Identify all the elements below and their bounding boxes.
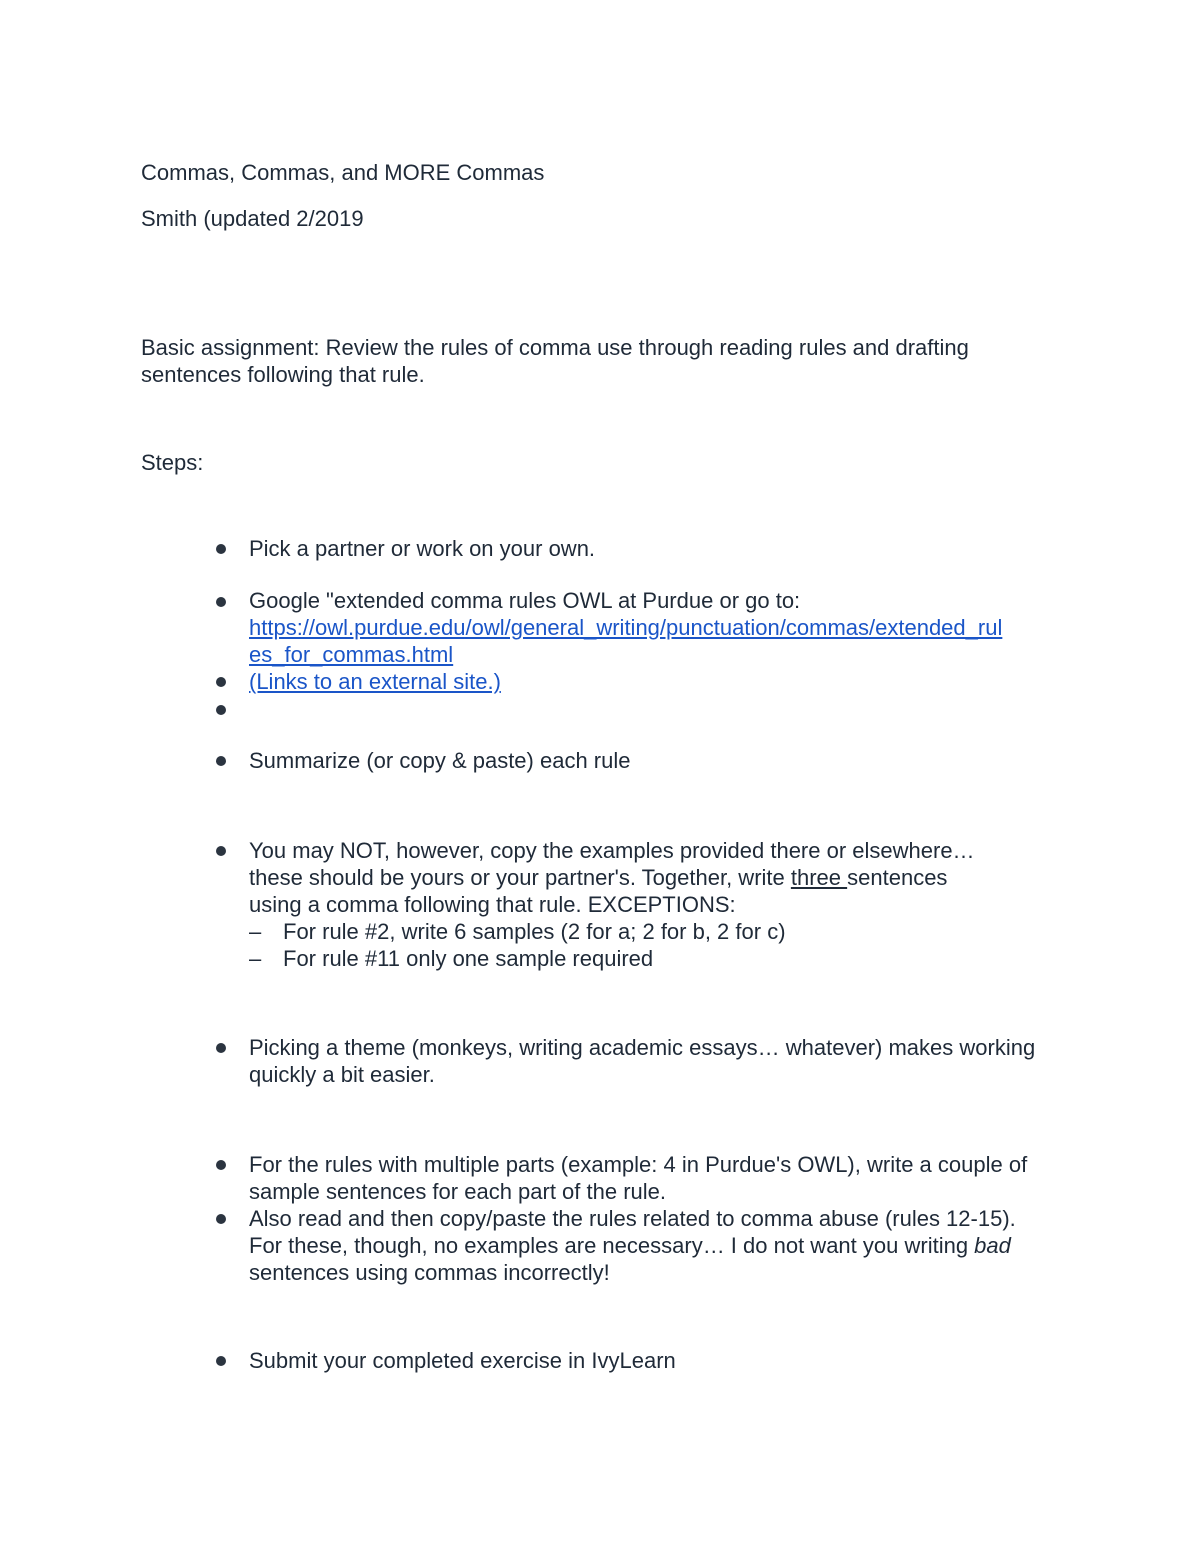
external-site-link[interactable]: (Links to an external site.) <box>249 669 501 694</box>
list-item-examples: You may NOT, however, copy the examples provided there or elsewhere… these should be yours or your partner's. Together, write three sentences using a comma following that rule. EXCEPTIONS: – For rule #2, write 6 samples (2 for a; 2 for b, 2 for c) – For rule #11 only one sample required <box>249 837 1069 972</box>
list-item-google <box>249 587 1069 668</box>
bullet-icon <box>216 756 226 766</box>
document-title: Commas, Commas, and MORE Commas <box>141 160 545 185</box>
byline: Smith (updated 2/2019 <box>141 206 364 231</box>
list-item-submit: Submit your completed exercise in IvyLearn <box>249 1348 676 1373</box>
bullet-icon <box>216 1356 226 1366</box>
bullet-icon <box>216 1043 226 1053</box>
list-item-theme: Picking a theme (monkeys, writing academic essays… whatever) makes working quickly a bit easier. <box>249 1035 1036 1087</box>
bullet-icon <box>216 544 226 554</box>
assignment-paragraph: Basic assignment: Review the rules of comma use through reading rules and drafting sentences following that rule. <box>141 335 969 387</box>
sub-item-rule-2: – For rule #2, write 6 samples (2 for a; 2 for b, 2 for c) <box>249 919 786 944</box>
google-instruction: Google "extended comma rules OWL at Purdue or go to: <box>249 588 801 613</box>
sub-item-rule-11: – For rule #11 only one sample required <box>249 946 654 971</box>
list-item-external-link <box>249 668 1069 695</box>
list-item-comma-abuse: Also read and then copy/paste the rules related to comma abuse (rules 12-15). For these, though, no examples are necessary… I do not want you writing bad sentences using commas incorrectly! <box>249 1206 1016 1285</box>
bullet-icon <box>216 1214 226 1224</box>
emphasis-bad: bad <box>974 1233 1011 1258</box>
list-item-multiple-parts: For the rules with multiple parts (example: 4 in Purdue's OWL), write a couple of sample sentences for each part of the rule. <box>249 1152 1028 1204</box>
bullet-icon <box>216 597 226 607</box>
steps-label: Steps: <box>141 450 204 475</box>
purdue-owl-link[interactable]: https://owl.purdue.edu/owl/general_writing/punctuation/commas/extended_rul es_for_commas.html <box>249 615 1003 667</box>
bullet-icon <box>216 1160 226 1170</box>
bullet-icon <box>216 677 226 687</box>
underlined-word: three <box>790 865 848 890</box>
list-item-partner: Pick a partner or work on your own. <box>249 536 596 561</box>
list-item-summarize: Summarize (or copy & paste) each rule <box>249 748 631 773</box>
bullet-icon <box>216 846 226 856</box>
bullet-icon <box>216 705 226 715</box>
